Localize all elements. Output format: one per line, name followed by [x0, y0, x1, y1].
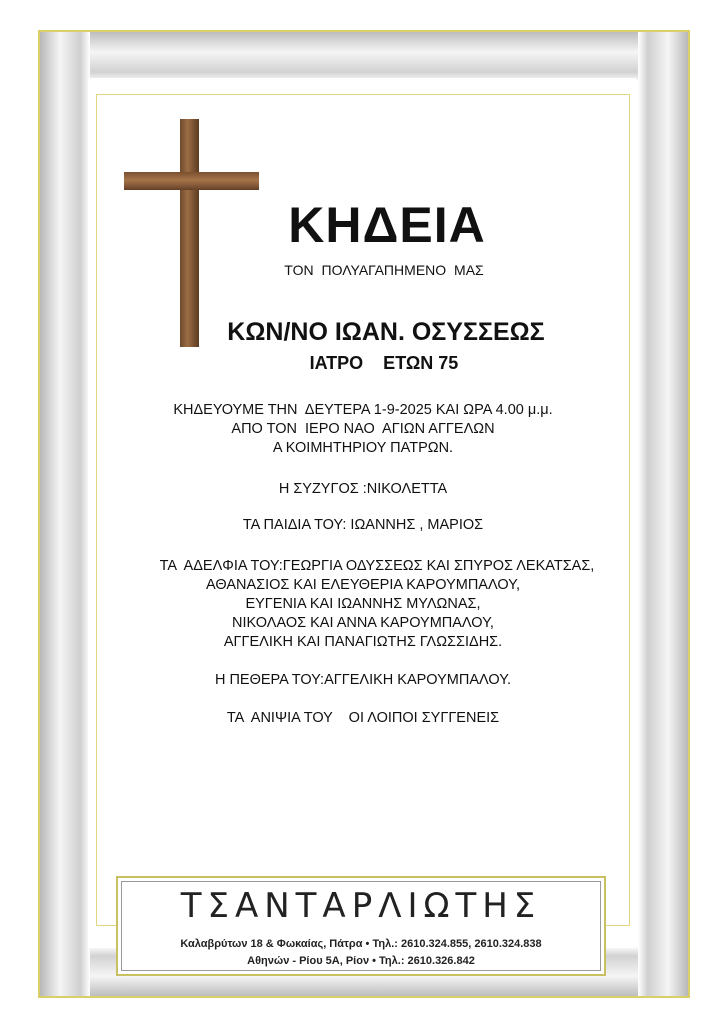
relatives-line: ΤΑ ΑΝΙΨΙΑ ΤΟΥ ΟΙ ΛΟΙΠΟΙ ΣΥΓΓΕΝΕΙΣ	[226, 710, 500, 726]
deceased-profession-age: ΙΑΤΡΟ ΕΤΩΝ 75	[309, 353, 459, 373]
footer-address-secondary: Αθηνών - Ρίου 5Α, Ρίον • Τηλ.: 2610.326.842	[247, 955, 475, 967]
frame-left-edge	[40, 32, 90, 996]
service-line: ΚΗΔΕΥΟΥΜΕ ΤΗΝ ΔΕΥΤΕΡΑ 1-9-2025 ΚΑΙ ΩΡΑ 4.00 μ.μ.	[173, 402, 553, 418]
siblings-line: ΑΓΓΕΛΙΚΗ ΚΑΙ ΠΑΝΑΓΙΩΤΗΣ ΓΛΩΣΣΙΔΗΣ.	[223, 634, 503, 650]
siblings-line: ΕΥΓΕΝΙΑ ΚΑΙ ΙΩΑΝΝΗΣ ΜΥΛΩΝΑΣ,	[245, 596, 481, 612]
siblings-line: ΤΑ ΑΔΕΛΦΙΑ ΤΟΥ:ΓΕΩΡΓΙΑ ΟΔΥΣΣΕΩΣ ΚΑΙ ΣΠΥΡΟΣ ΛΕΚΑΤΣΑΣ,	[159, 558, 595, 574]
service-line: Α ΚΟΙΜΗΤΗΡΙΟΥ ΠΑΤΡΩΝ.	[272, 440, 454, 456]
mother-in-law-line: Η ΠΕΘΕΡΑ ΤΟΥ:ΑΓΓΕΛΙΚΗ ΚΑΡΟΥΜΠΑΛΟΥ.	[214, 672, 512, 688]
service-line: ΑΠΟ ΤΟΝ ΙΕΡΟ ΝΑΟ ΑΓΙΩΝ ΑΓΓΕΛΩΝ	[231, 421, 495, 437]
funeral-home-logo-text: ΤΣΑΝΤΑΡΛΙΩΤΗΣ	[180, 886, 542, 926]
frame-right-edge	[638, 32, 688, 996]
cross-horizontal-beam	[124, 172, 259, 190]
children-line: ΤΑ ΠΑΙΔΙΑ ΤΟΥ: ΙΩΑΝΝΗΣ , ΜΑΡΙΟΣ	[242, 517, 484, 533]
deceased-name: ΚΩΝ/ΝΟ ΙΩΑΝ. ΟΣΥΣΣΕΩΣ	[227, 318, 545, 346]
frame-top-edge	[40, 32, 688, 82]
footer-address-primary: Καλαβρύτων 18 & Φωκαίας, Πάτρα • Τηλ.: 2610.324.855, 2610.324.838	[180, 938, 542, 950]
notice-subtitle: ΤΟΝ ΠΟΛΥΑΓΑΠΗΜΕΝΟ ΜΑΣ	[284, 262, 484, 278]
siblings-line: ΝΙΚΟΛΑΟΣ ΚΑΙ ΑΝΝΑ ΚΑΡΟΥΜΠΑΛΟΥ,	[232, 615, 494, 631]
siblings-line: ΑΘΑΝΑΣΙΟΣ ΚΑΙ ΕΛΕΥΘΕΡΙΑ ΚΑΡΟΥΜΠΑΛΟΥ,	[205, 577, 521, 593]
spouse-line: Η ΣΥΖΥΓΟΣ :ΝΙΚΟΛΕΤΤΑ	[278, 481, 448, 497]
funeral-home-footer	[116, 876, 606, 976]
notice-title: ΚΗΔΕΙΑ	[288, 197, 486, 253]
